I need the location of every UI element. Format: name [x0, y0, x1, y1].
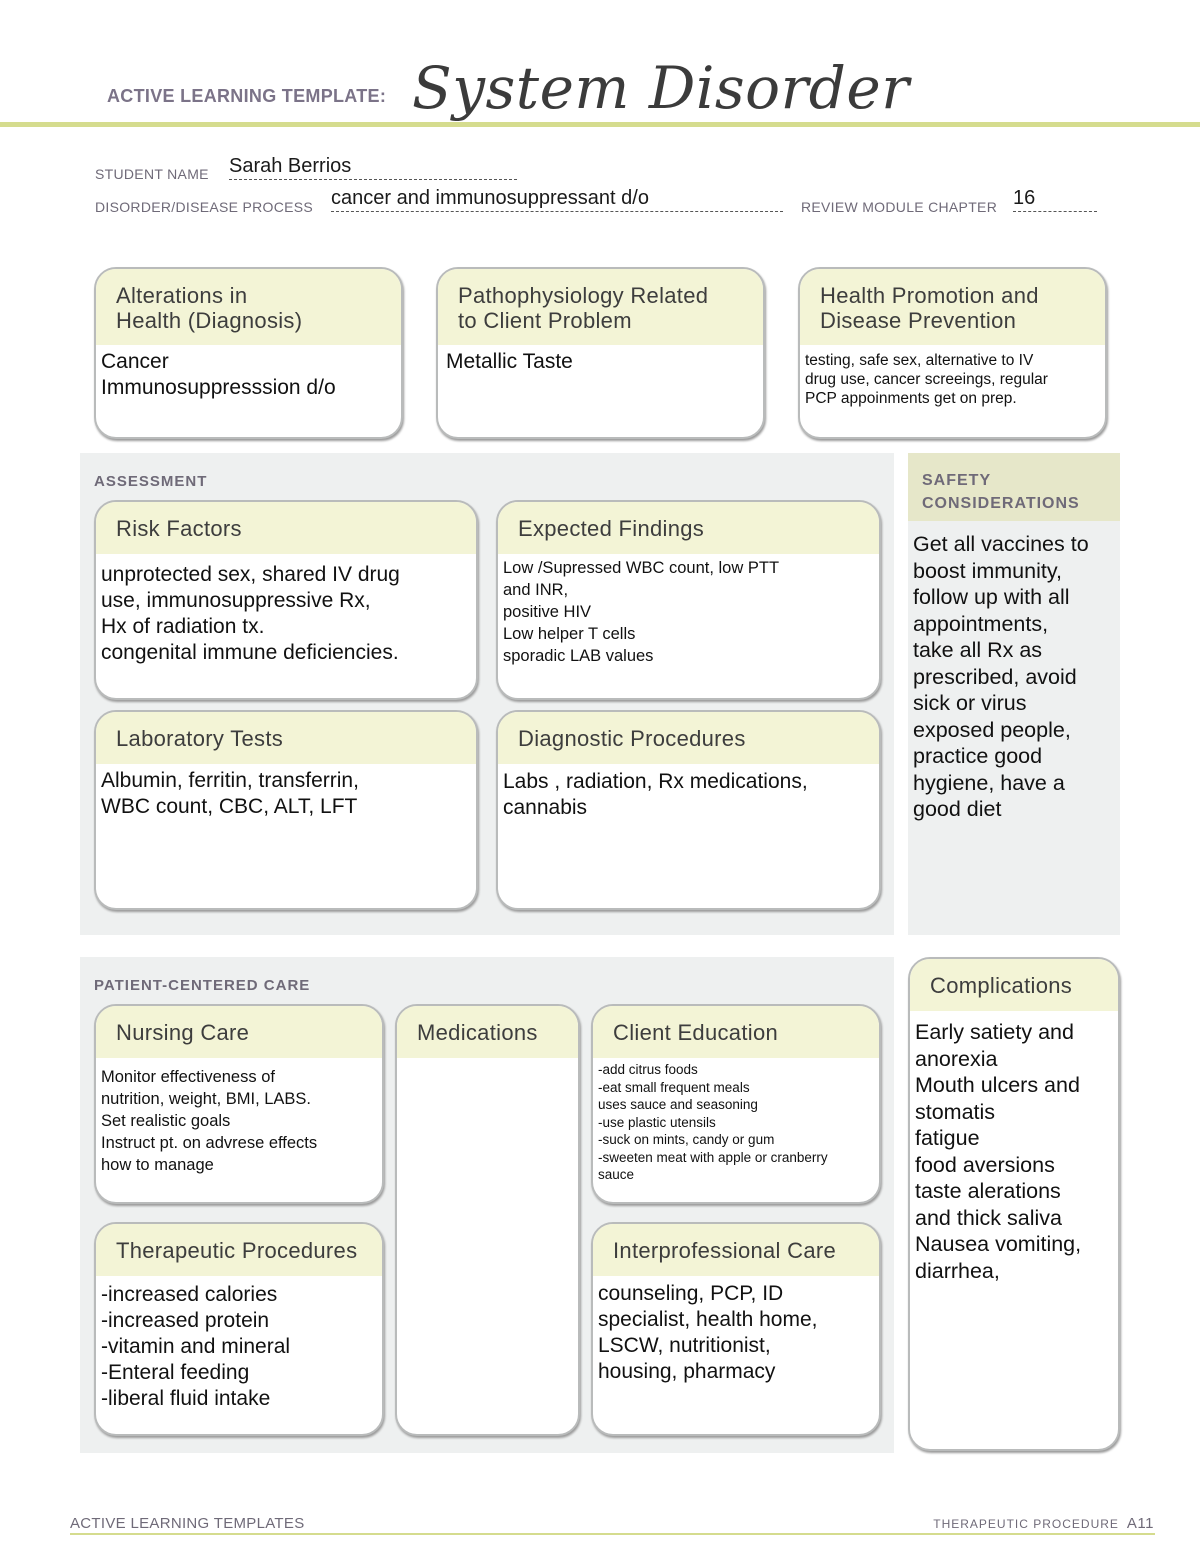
- footer-left-text: ACTIVE LEARNING TEMPLATES: [70, 1515, 305, 1532]
- header-divider: [0, 122, 1200, 127]
- nursing-care-content[interactable]: Monitor effectiveness of nutrition, weight, BMI, LABS. Set realistic goals Instruct pt. on advrese effects how to manage: [101, 1068, 318, 1174]
- pathophysiology-title: Pathophysiology Related to Client Problem: [438, 269, 763, 345]
- client-education-title: Client Education: [593, 1006, 879, 1058]
- therapeutic-procedures-title: Therapeutic Procedures: [96, 1224, 382, 1276]
- client-education-box: [591, 1004, 881, 1204]
- health-promotion-title: Health Promotion and Disease Prevention: [800, 269, 1105, 345]
- patient-care-title: PATIENT-CENTERED CARE: [94, 977, 311, 994]
- client-education-content[interactable]: -add citrus foods -eat small frequent meals uses sauce and seasoning -use plastic utensils -suck on mints, candy or gum -sweeten meat with apple or cranberry sauce: [598, 1062, 828, 1182]
- safety-section: [908, 453, 1120, 935]
- medications-content[interactable]: [397, 1058, 578, 1062]
- review-chapter-label: REVIEW MODULE CHAPTER: [801, 199, 998, 215]
- footer-right: [933, 1515, 1154, 1532]
- risk-factors-content[interactable]: unprotected sex, shared IV drug use, immunosuppressive Rx, Hx of radiation tx. congenital immune deficiencies.: [101, 563, 400, 664]
- medications-title: Medications: [397, 1006, 578, 1058]
- diagnostic-procedures-box: [496, 710, 881, 910]
- risk-factors-title: Risk Factors: [96, 502, 476, 554]
- laboratory-tests-box: [94, 710, 478, 910]
- assessment-title: ASSESSMENT: [94, 473, 208, 490]
- safety-content[interactable]: Get all vaccines to boost immunity, follow up with all appointments, take all Rx as prescribed, avoid sick or virus exposed people, practice good hygiene, have a good diet: [913, 532, 1089, 821]
- complications-box: [908, 957, 1120, 1451]
- interprofessional-care-box: [591, 1222, 881, 1436]
- student-name-label: STUDENT NAME: [95, 166, 209, 182]
- complications-content[interactable]: Early satiety and anorexia Mouth ulcers and stomatis fatigue food aversions taste alerations and thick saliva Nausea vomiting, diarrhea,: [915, 1020, 1082, 1283]
- interprofessional-care-title: Interprofessional Care: [593, 1224, 879, 1276]
- student-name-field[interactable]: Sarah Berrios: [229, 155, 517, 180]
- nursing-care-title: Nursing Care: [96, 1006, 382, 1058]
- page-number: A11: [1126, 1515, 1154, 1532]
- disorder-field[interactable]: cancer and immunosuppressant d/o: [331, 187, 783, 212]
- alterations-box: [94, 267, 403, 439]
- expected-findings-title: Expected Findings: [498, 502, 879, 554]
- patient-care-section: [80, 957, 894, 1453]
- health-promotion-content[interactable]: testing, safe sex, alternative to IV drug use, cancer screeings, regular PCP appoinments get on prep.: [805, 352, 1048, 407]
- page-title: System Disorder: [412, 54, 910, 122]
- expected-findings-box: [496, 500, 881, 700]
- safety-title: SAFETY CONSIDERATIONS: [908, 453, 1120, 521]
- review-chapter-field[interactable]: 16: [1013, 187, 1097, 212]
- nursing-care-box: [94, 1004, 384, 1204]
- diagnostic-procedures-content[interactable]: Labs , radiation, Rx medications, cannabis: [503, 770, 808, 819]
- assessment-section: [80, 453, 894, 935]
- laboratory-tests-content[interactable]: Albumin, ferritin, transferrin, WBC count, CBC, ALT, LFT: [101, 769, 359, 818]
- health-promotion-box: [798, 267, 1107, 439]
- footer-section-label: THERAPEUTIC PROCEDURE: [933, 1517, 1119, 1531]
- laboratory-tests-title: Laboratory Tests: [96, 712, 476, 764]
- medications-box: [395, 1004, 580, 1436]
- risk-factors-box: [94, 500, 478, 700]
- interprofessional-care-content[interactable]: counseling, PCP, ID specialist, health home, LSCW, nutritionist, housing, pharmacy: [598, 1282, 818, 1383]
- pathophysiology-content[interactable]: Metallic Taste: [446, 350, 573, 373]
- alterations-title: Alterations in Health (Diagnosis): [96, 269, 401, 345]
- therapeutic-procedures-content[interactable]: -increased calories -increased protein -vitamin and mineral -Enteral feeding -liberal fluid intake: [101, 1283, 291, 1410]
- disorder-label: DISORDER/DISEASE PROCESS: [95, 199, 314, 215]
- expected-findings-content[interactable]: Low /Supressed WBC count, low PTT and INR, positive HIV Low helper T cells sporadic LAB values: [503, 559, 780, 665]
- footer-divider: [70, 1533, 1155, 1535]
- therapeutic-procedures-box: [94, 1222, 384, 1436]
- diagnostic-procedures-title: Diagnostic Procedures: [498, 712, 879, 764]
- template-label: ACTIVE LEARNING TEMPLATE:: [107, 86, 387, 106]
- complications-title: Complications: [910, 959, 1118, 1011]
- alterations-content[interactable]: Cancer Immunosuppresssion d/o: [101, 350, 336, 399]
- pathophysiology-box: [436, 267, 765, 439]
